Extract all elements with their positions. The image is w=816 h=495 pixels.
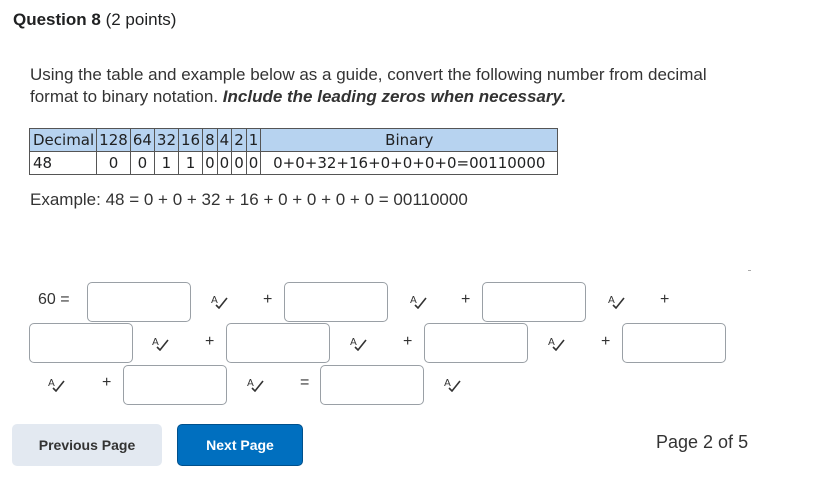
answer-field-7[interactable] — [622, 323, 726, 363]
spellcheck-icon[interactable] — [210, 293, 228, 309]
prompt-text: Using the table and example below as a guide, convert the following number from decimal format to binary notation. — [30, 65, 707, 106]
question-title — [13, 10, 176, 30]
prompt-emphasis: Include the leading zeros when necessary. — [222, 87, 567, 106]
svg-text:A: A — [410, 295, 417, 306]
svg-text:A: A — [350, 337, 357, 348]
answer-field-8[interactable] — [123, 365, 227, 405]
plus-sign: + — [263, 291, 273, 308]
svg-text:A: A — [608, 295, 615, 306]
question-prompt — [30, 64, 750, 108]
svg-text:A: A — [444, 378, 451, 389]
header-64: 64 — [130, 129, 154, 152]
previous-page-button[interactable]: Previous Page — [12, 424, 162, 466]
plus-sign: + — [205, 333, 215, 350]
cell-1: 0 — [246, 152, 261, 175]
header-4: 4 — [217, 129, 232, 152]
svg-text:A: A — [211, 295, 218, 306]
next-page-button[interactable]: Next Page — [177, 424, 303, 466]
spellcheck-icon[interactable] — [246, 376, 264, 392]
page-indicator: Page 2 of 5 — [656, 432, 749, 452]
plus-sign: + — [461, 291, 471, 308]
question-number: Question 8 — [13, 10, 101, 29]
header-binary: Binary — [261, 129, 558, 152]
header-8: 8 — [203, 129, 218, 152]
spellcheck-icon[interactable] — [151, 335, 169, 351]
divider — [748, 270, 751, 271]
cell-16: 1 — [179, 152, 203, 175]
svg-text:A: A — [247, 378, 254, 389]
header-16: 16 — [179, 129, 203, 152]
answer-field-2[interactable] — [284, 282, 388, 322]
cell-64: 0 — [130, 152, 154, 175]
header-1: 1 — [246, 129, 261, 152]
cell-decimal: 48 — [30, 152, 97, 175]
plus-sign: + — [601, 333, 611, 350]
answer-label: 60 = — [38, 291, 70, 308]
answer-field-9[interactable] — [320, 365, 424, 405]
answer-field-1[interactable] — [87, 282, 191, 322]
spellcheck-icon[interactable] — [607, 293, 625, 309]
answer-field-4[interactable] — [29, 323, 133, 363]
svg-text:A: A — [48, 378, 55, 389]
header-32: 32 — [154, 129, 178, 152]
svg-text:A: A — [548, 337, 555, 348]
answer-field-6[interactable] — [424, 323, 528, 363]
header-128: 128 — [97, 129, 131, 152]
cell-32: 1 — [154, 152, 178, 175]
table-header-row — [30, 129, 558, 152]
cell-4: 0 — [217, 152, 232, 175]
cell-binary: 0+0+32+16+0+0+0+0=00110000 — [261, 152, 558, 175]
question-points: (2 points) — [105, 10, 177, 29]
conversion-table — [29, 128, 558, 175]
spellcheck-icon[interactable] — [349, 335, 367, 351]
svg-text:A: A — [152, 337, 159, 348]
equals-sign: = — [300, 374, 310, 391]
header-decimal: Decimal — [30, 129, 97, 152]
spellcheck-icon[interactable] — [443, 376, 461, 392]
plus-sign: + — [102, 374, 112, 391]
plus-sign: + — [403, 333, 413, 350]
spellcheck-icon[interactable] — [547, 335, 565, 351]
spellcheck-icon[interactable] — [47, 376, 65, 392]
answer-field-5[interactable] — [226, 323, 330, 363]
header-2: 2 — [232, 129, 247, 152]
plus-sign: + — [660, 291, 670, 308]
spellcheck-icon[interactable] — [409, 293, 427, 309]
table-row — [30, 152, 558, 175]
example-text: Example: 48 = 0 + 0 + 32 + 16 + 0 + 0 + 0 + 0 = 00110000 — [30, 190, 468, 209]
cell-128: 0 — [97, 152, 131, 175]
answer-field-3[interactable] — [482, 282, 586, 322]
cell-2: 0 — [232, 152, 247, 175]
cell-8: 0 — [203, 152, 218, 175]
